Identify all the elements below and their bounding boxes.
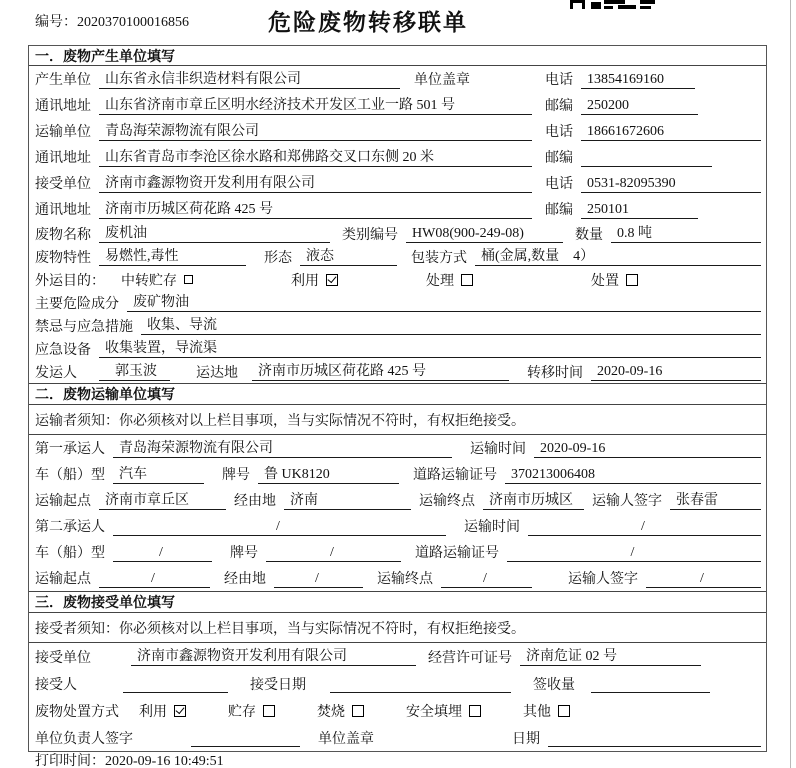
transport-time2-value: / xyxy=(528,517,761,536)
route2-end-label: 运输终点 xyxy=(377,572,433,587)
transport-time2-label: 运输时间 xyxy=(464,520,520,535)
route2-sign-value: / xyxy=(646,569,761,588)
serial-label: 编号： xyxy=(35,15,77,30)
purpose-option-storage xyxy=(121,270,193,290)
receive-unit-label: 接受单位 xyxy=(35,177,91,192)
accept-date-value xyxy=(330,674,511,693)
disposal-method-label: 废物处置方式 xyxy=(35,704,119,720)
waste-form-label: 形态 xyxy=(264,250,292,266)
receive-unit-value: 济南市鑫源物资开发利用有限公司 xyxy=(99,174,532,193)
disposal-landfill-checkbox-icon xyxy=(469,705,481,717)
transport-time1-label: 运输时间 xyxy=(470,442,526,457)
route1-sign-label: 运输人签字 xyxy=(592,494,662,509)
transfer-time-label: 转移时间 xyxy=(527,365,583,381)
transport-unit-label: 运输单位 xyxy=(35,125,91,140)
disposal-method-row xyxy=(29,697,766,724)
emergency-equipment-row xyxy=(29,337,766,360)
sign-date-label: 日期 xyxy=(512,731,540,747)
accept-unit-label: 接受单位 xyxy=(35,650,91,666)
responsible-signature-row xyxy=(29,724,766,751)
first-carrier-value: 青岛海荣源物流有限公司 xyxy=(113,439,452,458)
dispatch-row xyxy=(29,360,766,383)
producer-unit-row xyxy=(29,66,766,92)
waste-property-value: 易燃性,毒性 xyxy=(99,247,246,266)
disposal-option-other xyxy=(523,701,570,721)
producer-unit-value: 山东省永信非织造材料有限公司 xyxy=(99,70,400,89)
signed-qty-value xyxy=(591,674,710,693)
transport-time1-value: 2020-09-16 xyxy=(534,439,761,458)
print-time xyxy=(35,750,224,768)
package-value: 桶(金属,数量 4） xyxy=(475,247,761,266)
transport-address-value: 山东省青岛市李沧区徐水路和郑佛路交叉口东侧 20 米 xyxy=(99,148,532,167)
transport-phone-value: 18661672606 xyxy=(581,122,761,141)
transport-phone-label: 电话 xyxy=(545,125,573,140)
print-time-label: 打印时间： xyxy=(35,754,105,768)
receive-address-row xyxy=(29,196,766,222)
unit-seal-label: 单位盖章 xyxy=(414,73,470,88)
route1-end-label: 运输终点 xyxy=(419,494,475,509)
road-license1-label: 道路运输证号 xyxy=(413,468,497,483)
unit-seal2-label: 单位盖章 xyxy=(318,731,374,747)
first-carrier-label: 第一承运人 xyxy=(35,442,105,457)
purpose-option-dispose-label: 处置 xyxy=(591,273,619,289)
receive-zip-value: 250101 xyxy=(581,200,698,219)
receive-address-value: 济南市历城区荷花路 425 号 xyxy=(99,200,532,219)
print-time-value: 2020-09-16 10:49:51 xyxy=(105,754,224,768)
transporter-notice-row xyxy=(29,405,766,435)
transport-address-row xyxy=(29,144,766,170)
dispatcher-label: 发运人 xyxy=(35,365,77,381)
disposal-burn-checkbox-icon xyxy=(352,705,364,717)
section3-heading: 三．废物接受单位填写 xyxy=(29,591,766,613)
transfer-time-value: 2020-09-16 xyxy=(591,362,761,381)
section1-heading: 一．废物产生单位填写 xyxy=(29,46,766,66)
manifest-form xyxy=(28,45,767,752)
producer-unit-label: 产生单位 xyxy=(35,73,91,88)
route2-start-label: 运输起点 xyxy=(35,572,91,587)
purpose-option-treat xyxy=(426,270,473,290)
dispose-checkbox-icon xyxy=(626,274,638,286)
first-carrier-row xyxy=(29,435,766,461)
receive-address-label: 通讯地址 xyxy=(35,203,91,218)
disposal-use-checkbox-icon xyxy=(174,705,186,717)
waste-code-value: HW08(900-249-08) xyxy=(406,224,563,243)
signed-qty-label: 签收量 xyxy=(533,677,575,693)
disposal-store-checkbox-icon xyxy=(263,705,275,717)
waste-code-label: 类别编号 xyxy=(342,227,398,243)
producer-zip-value: 250200 xyxy=(581,96,698,115)
vehicle-type1-label: 车（船）型 xyxy=(35,468,105,483)
purpose-option-dispose xyxy=(591,270,638,290)
producer-zip-label: 邮编 xyxy=(545,99,573,114)
route2-row xyxy=(29,565,766,591)
route1-via-value: 济南 xyxy=(284,491,411,510)
route1-end-value: 济南市历城区 xyxy=(483,491,584,510)
receive-phone-value: 0531-82095390 xyxy=(581,174,761,193)
plate2-label: 牌号 xyxy=(230,546,258,561)
route2-via-value: / xyxy=(274,569,363,588)
acceptor-label: 接受人 xyxy=(35,677,77,693)
vehicle-type2-value: / xyxy=(113,543,212,562)
road-license2-label: 道路运输证号 xyxy=(415,546,499,561)
transport-address-label: 通讯地址 xyxy=(35,151,91,166)
acceptor-value xyxy=(123,674,228,693)
receive-unit-row xyxy=(29,170,766,196)
waste-qty-value: 0.8 吨 xyxy=(611,224,761,243)
transfer-purpose-row xyxy=(29,268,766,291)
disposal-option-use xyxy=(139,701,186,721)
producer-address-row xyxy=(29,92,766,118)
route1-row xyxy=(29,487,766,513)
plate1-label: 牌号 xyxy=(222,468,250,483)
route1-sign-value: 张春雷 xyxy=(670,491,761,510)
waste-name-row xyxy=(29,222,766,245)
waste-property-row xyxy=(29,245,766,268)
page-edge-line xyxy=(790,0,791,768)
route2-sign-label: 运输人签字 xyxy=(568,572,638,587)
disposal-option-other-label: 其他 xyxy=(523,704,551,720)
disposal-option-use-label: 利用 xyxy=(139,704,167,720)
serial-value: 2020370100016856 xyxy=(77,15,189,30)
emergency-equipment-label: 应急设备 xyxy=(35,342,91,358)
hazard-components-value: 废矿物油 xyxy=(127,293,761,312)
document-header xyxy=(0,0,796,45)
vehicle-type2-label: 车（船）型 xyxy=(35,546,105,561)
producer-address-value: 山东省济南市章丘区明水经济技术开发区工业一路 501 号 xyxy=(99,96,532,115)
receive-zip-label: 邮编 xyxy=(545,203,573,218)
accept-unit-row xyxy=(29,643,766,670)
use-checkbox-icon xyxy=(326,274,338,286)
purpose-option-use xyxy=(291,270,338,290)
storage-checkbox-icon xyxy=(184,275,193,284)
receiver-notice-row xyxy=(29,613,766,643)
transport-unit-row xyxy=(29,118,766,144)
hazard-components-row xyxy=(29,291,766,314)
plate1-value: 鲁 UK8120 xyxy=(258,465,399,484)
second-carrier-row xyxy=(29,513,766,539)
sign-date-value xyxy=(548,728,761,747)
responsible-signature-label: 单位负责人签字 xyxy=(35,731,133,747)
purpose-option-treat-label: 处理 xyxy=(426,273,454,289)
transport-unit-value: 青岛海荣源物流有限公司 xyxy=(99,122,532,141)
producer-address-label: 通讯地址 xyxy=(35,99,91,114)
disposal-option-burn xyxy=(317,701,364,721)
disposal-option-landfill-label: 安全填埋 xyxy=(406,704,462,720)
disposal-other-checkbox-icon xyxy=(558,705,570,717)
vehicle-type1-row xyxy=(29,461,766,487)
disposal-option-landfill xyxy=(406,701,481,721)
dispatcher-value: 郭玉波 xyxy=(99,362,170,381)
emergency-equipment-value: 收集装置，导流渠 xyxy=(99,339,761,358)
route1-start-value: 济南市章丘区 xyxy=(99,491,226,510)
responsible-signature-value xyxy=(191,728,300,747)
transport-zip-value xyxy=(581,148,712,167)
waste-qty-label: 数量 xyxy=(575,227,603,243)
acceptor-row xyxy=(29,670,766,697)
plate2-value: / xyxy=(266,543,401,562)
transporter-notice-text: 运输者须知：你必须核对以上栏目事项，当与实际情况不符时，有权拒绝接受。 xyxy=(35,413,525,429)
producer-phone-label: 电话 xyxy=(545,73,573,88)
emergency-measures-row xyxy=(29,314,766,337)
road-license1-value: 370213006408 xyxy=(505,465,761,484)
transport-zip-label: 邮编 xyxy=(545,151,573,166)
page-title: 危险废物转移联单 xyxy=(268,10,468,35)
accept-unit-value: 济南市鑫源物资开发利用有限公司 xyxy=(131,647,416,666)
second-carrier-value: / xyxy=(113,517,446,536)
destination-value: 济南市历城区荷花路 425 号 xyxy=(252,362,509,381)
second-carrier-label: 第二承运人 xyxy=(35,520,105,535)
package-label: 包装方式 xyxy=(411,250,467,266)
waste-property-label: 废物特性 xyxy=(35,250,91,266)
operation-license-label: 经营许可证号 xyxy=(428,650,512,666)
disposal-option-store-label: 贮存 xyxy=(228,704,256,720)
destination-label: 运达地 xyxy=(196,365,238,381)
vehicle-type1-value: 汽车 xyxy=(113,465,204,484)
route1-start-label: 运输起点 xyxy=(35,494,91,509)
treat-checkbox-icon xyxy=(461,274,473,286)
purpose-label: 外运目的： xyxy=(35,273,105,289)
hazard-components-label: 主要危险成分 xyxy=(35,296,119,312)
waste-name-value: 废机油 xyxy=(99,224,330,243)
road-license2-value: / xyxy=(507,543,761,562)
route2-start-value: / xyxy=(99,569,210,588)
emergency-measures-label: 禁忌与应急措施 xyxy=(35,319,133,335)
accept-date-label: 接受日期 xyxy=(250,677,306,693)
producer-phone-value: 13854169160 xyxy=(581,70,695,89)
receiver-notice-text: 接受者须知：你必须核对以上栏目事项，当与实际情况不符时，有权拒绝接受。 xyxy=(35,621,525,637)
disposal-option-store xyxy=(228,701,275,721)
operation-license-value: 济南危证 02 号 xyxy=(520,647,701,666)
waste-name-label: 废物名称 xyxy=(35,227,91,243)
receive-phone-label: 电话 xyxy=(545,177,573,192)
vehicle-type2-row xyxy=(29,539,766,565)
disposal-option-burn-label: 焚烧 xyxy=(317,704,345,720)
emergency-measures-value: 收集、导流 xyxy=(141,316,761,335)
section2-heading: 二．废物运输单位填写 xyxy=(29,383,766,405)
route2-end-value: / xyxy=(441,569,532,588)
route2-via-label: 经由地 xyxy=(224,572,266,587)
purpose-option-use-label: 利用 xyxy=(291,273,319,289)
purpose-option-storage-label: 中转贮存 xyxy=(121,273,177,289)
route1-via-label: 经由地 xyxy=(234,494,276,509)
waste-form-value: 液态 xyxy=(300,247,397,266)
